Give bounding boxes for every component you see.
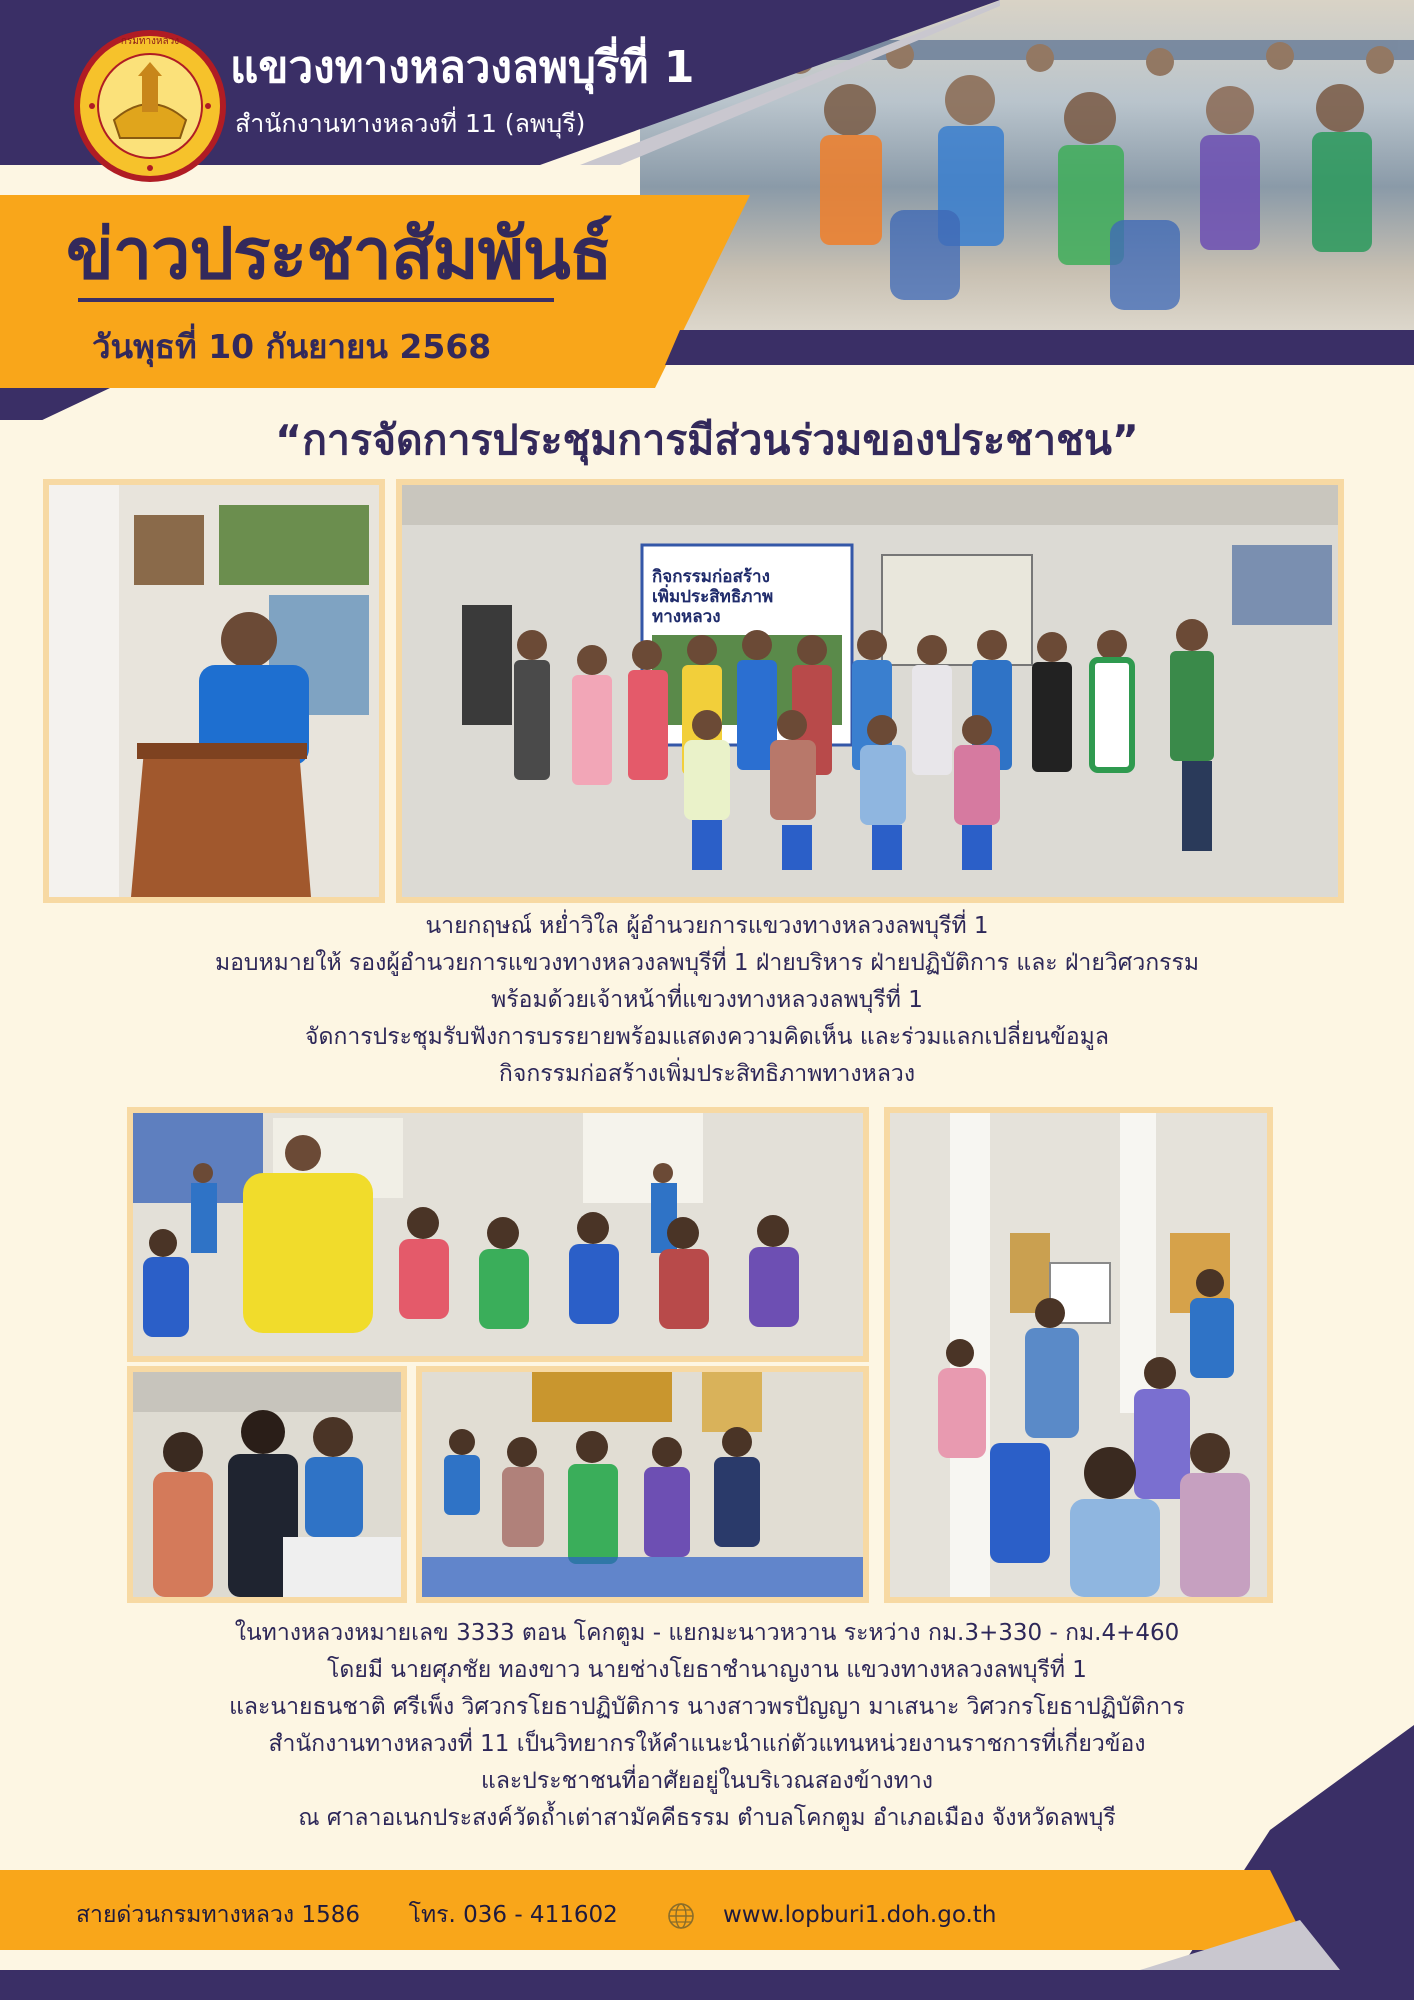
poster-text: [652, 567, 862, 627]
paragraph-line: จัดการประชุมรับฟังการบรรยายพร้อมแสดงความคิดเห็น และร่วมแลกเปลี่ยนข้อมูล: [305, 1024, 1109, 1050]
headline: “การจัดการประชุมการมีส่วนร่วมของประชาชน”: [275, 416, 1139, 464]
paragraph-line: นายกฤษณ์ หย่ำวิใล ผู้อำนวยการแขวงทางหลวงลพบุรีที่ 1: [425, 913, 989, 939]
poster-text-line: ทางหลวง: [652, 607, 721, 627]
news-date: วันพุธที่ 10 กันยายน 2568: [92, 327, 492, 366]
paragraph-line: มอบหมายให้ รองผู้อำนวยการแขวงทางหลวงลพบุรีที่ 1 ฝ่ายบริหาร ฝ่ายปฏิบัติการ และ ฝ่ายวิศวกรรม: [214, 950, 1200, 976]
photo-group-with-poster: [396, 479, 1344, 903]
globe-icon: [666, 1901, 696, 1931]
phone-text: โทร. 036 - 411602: [408, 1902, 618, 1928]
hotline-text: สายด่วนกรมทางหลวง 1586: [76, 1902, 360, 1928]
footer-decor: [0, 1670, 1414, 2000]
paragraph-line: โดยมี นายศุภชัย ทองขาว นายช่างโยธาชำนาญงาน แขวงทางหลวงลพบุรีที่ 1: [327, 1657, 1087, 1683]
logo-text: กรมทางหลวง: [120, 36, 180, 47]
paragraph-line: ในทางหลวงหมายเลข 3333 ตอน โคกตูม - แยกมะนาวหวาน ระหว่าง กม.3+330 - กม.4+460: [234, 1620, 1180, 1646]
poster-text-line: เพิ่มประสิทธิภาพ: [652, 587, 774, 607]
photo-speaker-podium: [43, 479, 385, 903]
paragraph-line: สำนักงานทางหลวงที่ 11 เป็นวิทยากรให้คำแนะนำแก่ตัวแทนหน่วยงานราชการที่เกี่ยวข้อง: [268, 1731, 1146, 1757]
poster-text-line: กิจกรรมก่อสร้าง: [652, 567, 770, 587]
paragraph-line: พร้อมด้วยเจ้าหน้าที่แขวงทางหลวงลพบุรีที่ 1: [491, 987, 923, 1013]
paragraph-line: กิจกรรมก่อสร้างเพิ่มประสิทธิภาพทางหลวง: [498, 1061, 916, 1087]
photo-meeting-audience: [127, 1107, 869, 1362]
paragraph-line: และประชาชนที่อาศัยอยู่ในบริเวณสองข้างทาง: [481, 1768, 933, 1794]
department-logo: [72, 28, 228, 184]
org-name: แขวงทางหลวงลพบุรี่ที่ 1: [230, 42, 695, 93]
org-subtitle: สำนักงานทางหลวงที่ 11 (ลพบุรี): [235, 109, 586, 138]
photo-signing-registration: [127, 1366, 407, 1603]
photo-women-seated-hall: [884, 1107, 1273, 1603]
paragraph-line: และนายธนชาติ ศรีเพ็ง วิศวกรโยธาปฏิบัติการ นางสาวพรปัญญา มาเสนาะ วิศวกรโยธาปฏิบัติการ: [229, 1694, 1185, 1720]
photo-seated-participants: [416, 1366, 869, 1603]
description-paragraph-1: [60, 908, 1354, 1093]
paragraph-line: ณ ศาลาอเนกประสงค์วัดถ้ำเต่าสามัคคีธรรม ตำบลโคกตูม อำเภอเมือง จังหวัดลพบุรี: [298, 1805, 1116, 1831]
website-link[interactable]: www.lopburi1.doh.go.th: [723, 1902, 997, 1928]
footer-contact: [76, 1897, 996, 1933]
news-title: ข่าวประชาสัมพันธ์: [66, 213, 612, 295]
